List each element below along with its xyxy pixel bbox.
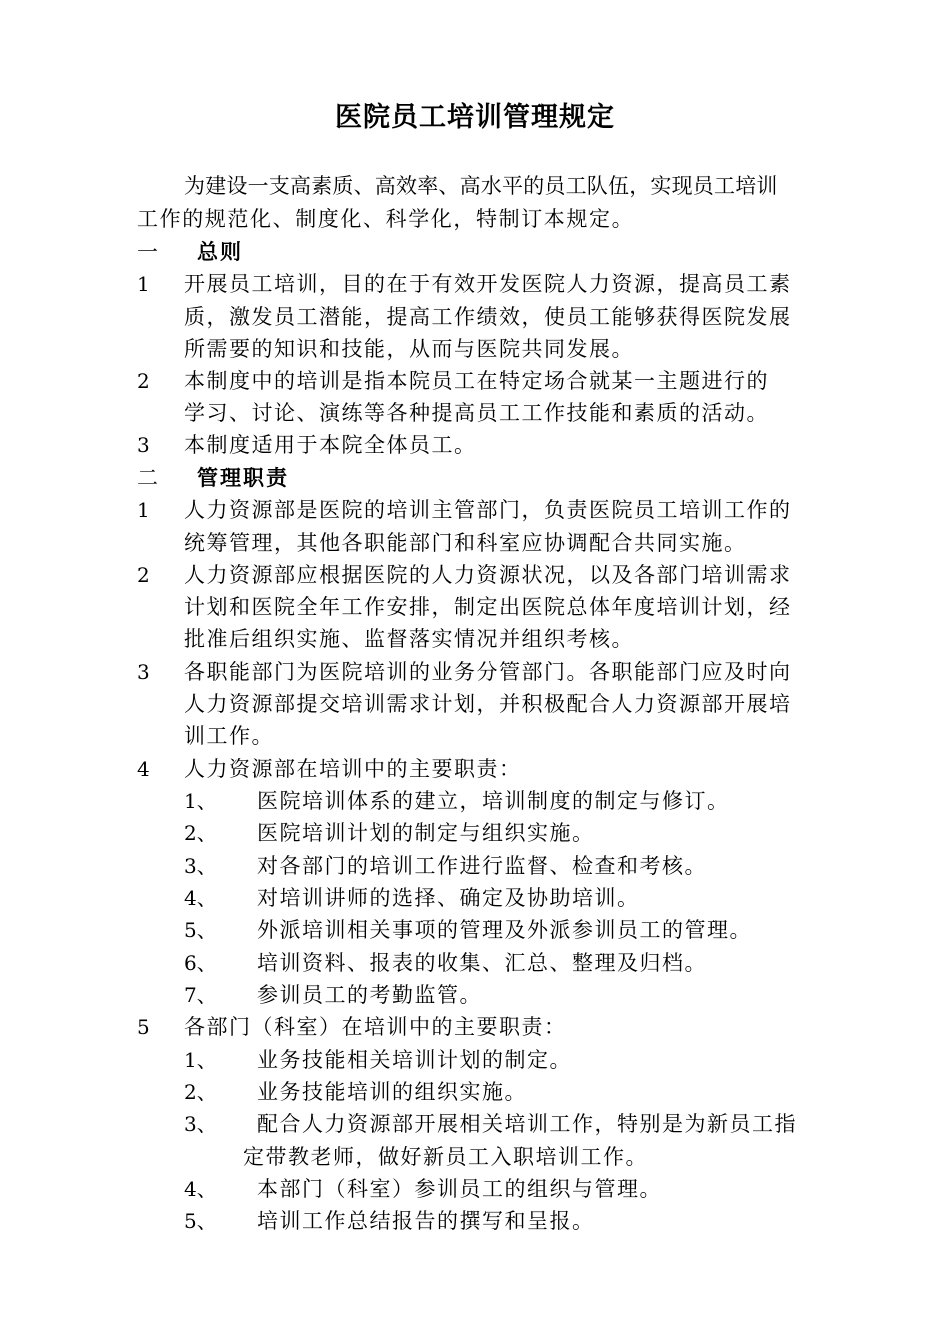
item-text-line: 各职能部门为医院培训的业务分管部门。各职能部门应及时向 [184, 660, 792, 684]
item-text-line: 质，激发员工潜能，提高工作绩效，使员工能够获得医院发展 [184, 305, 792, 329]
item-text-line: 学习、讨论、演练等各种提高员工工作技能和素质的活动。 [184, 401, 769, 425]
subitem-number: 3、 [184, 854, 217, 878]
subitem-number: 5、 [184, 918, 217, 942]
section-title: 总则 [197, 240, 243, 264]
subitem-text-line: 本部门（科室）参训员工的组织与管理。 [257, 1177, 662, 1201]
subitem-text-line: 对各部门的培训工作进行监督、检查和考核。 [257, 854, 707, 878]
subitem-number: 2、 [184, 1080, 217, 1104]
subitem-number: 1、 [184, 789, 217, 813]
item-number: 5 [137, 1015, 150, 1039]
subitem-text-line: 配合人力资源部开展相关培训工作，特别是为新员工指 [257, 1112, 797, 1136]
item-text-line: 计划和医院全年工作安排，制定出医院总体年度培训计划，经 [184, 595, 792, 619]
section-number: 二 [137, 466, 158, 490]
item-text-line: 人力资源部提交培训需求计划，并积极配合人力资源部开展培 [184, 692, 792, 716]
item-text-line: 本制度适用于本院全体员工。 [184, 433, 477, 457]
item-number: 1 [137, 272, 150, 296]
item-text-line: 本制度中的培训是指本院员工在特定场合就某一主题进行的 [184, 369, 769, 393]
subitem-number: 6、 [184, 951, 217, 975]
item-text-line: 开展员工培训，目的在于有效开发医院人力资源，提高员工素 [184, 272, 792, 296]
item-text-line: 批准后组织实施、监督落实情况并组织考核。 [184, 627, 634, 651]
item-text-line: 统筹管理，其他各职能部门和科室应协调配合共同实施。 [184, 531, 747, 555]
section-number: 一 [137, 240, 158, 264]
subitem-text-line: 外派培训相关事项的管理及外派参训员工的管理。 [257, 918, 752, 942]
item-number: 2 [137, 563, 150, 587]
subitem-number: 4、 [184, 886, 217, 910]
intro-line-2: 工作的规范化、制度化、科学化，特制订本规定。 [137, 207, 635, 231]
item-text-line: 人力资源部应根据医院的人力资源状况，以及各部门培训需求 [184, 563, 792, 587]
subitem-text-line: 参训员工的考勤监管。 [257, 983, 482, 1007]
subitem-text-line: 定带教老师，做好新员工入职培训工作。 [243, 1145, 648, 1169]
subitem-text-line: 培训资料、报表的收集、汇总、整理及归档。 [257, 951, 707, 975]
document-title: 医院员工培训管理规定 [335, 102, 615, 133]
subitem-text-line: 对培训讲师的选择、确定及协助培训。 [257, 886, 640, 910]
subitem-number: 2、 [184, 821, 217, 845]
subitem-text-line: 培训工作总结报告的撰写和呈报。 [257, 1209, 595, 1233]
subitem-number: 3、 [184, 1112, 217, 1136]
item-number: 3 [137, 660, 150, 684]
subitem-number: 1、 [184, 1048, 217, 1072]
subitem-number: 4、 [184, 1177, 217, 1201]
subitem-text-line: 医院培训体系的建立，培训制度的制定与修订。 [257, 789, 730, 813]
subitem-number: 7、 [184, 983, 217, 1007]
item-number: 1 [137, 498, 150, 522]
item-number: 3 [137, 433, 150, 457]
item-text-line: 人力资源部在培训中的主要职责： [184, 757, 522, 781]
item-number: 2 [137, 369, 150, 393]
item-text-line: 训工作。 [184, 724, 274, 748]
item-number: 4 [137, 757, 150, 781]
subitem-number: 5、 [184, 1209, 217, 1233]
item-text-line: 各部门（科室）在培训中的主要职责： [184, 1015, 567, 1039]
subitem-text-line: 业务技能培训的组织实施。 [257, 1080, 527, 1104]
subitem-text-line: 业务技能相关培训计划的制定。 [257, 1048, 572, 1072]
intro-line-1: 为建设一支高素质、高效率、高水平的员工队伍，实现员工培训 [184, 174, 778, 198]
section-title: 管理职责 [197, 466, 289, 490]
subitem-text-line: 医院培训计划的制定与组织实施。 [257, 821, 595, 845]
item-text-line: 人力资源部是医院的培训主管部门，负责医院员工培训工作的 [184, 498, 792, 522]
item-text-line: 所需要的知识和技能，从而与医院共同发展。 [184, 337, 634, 361]
